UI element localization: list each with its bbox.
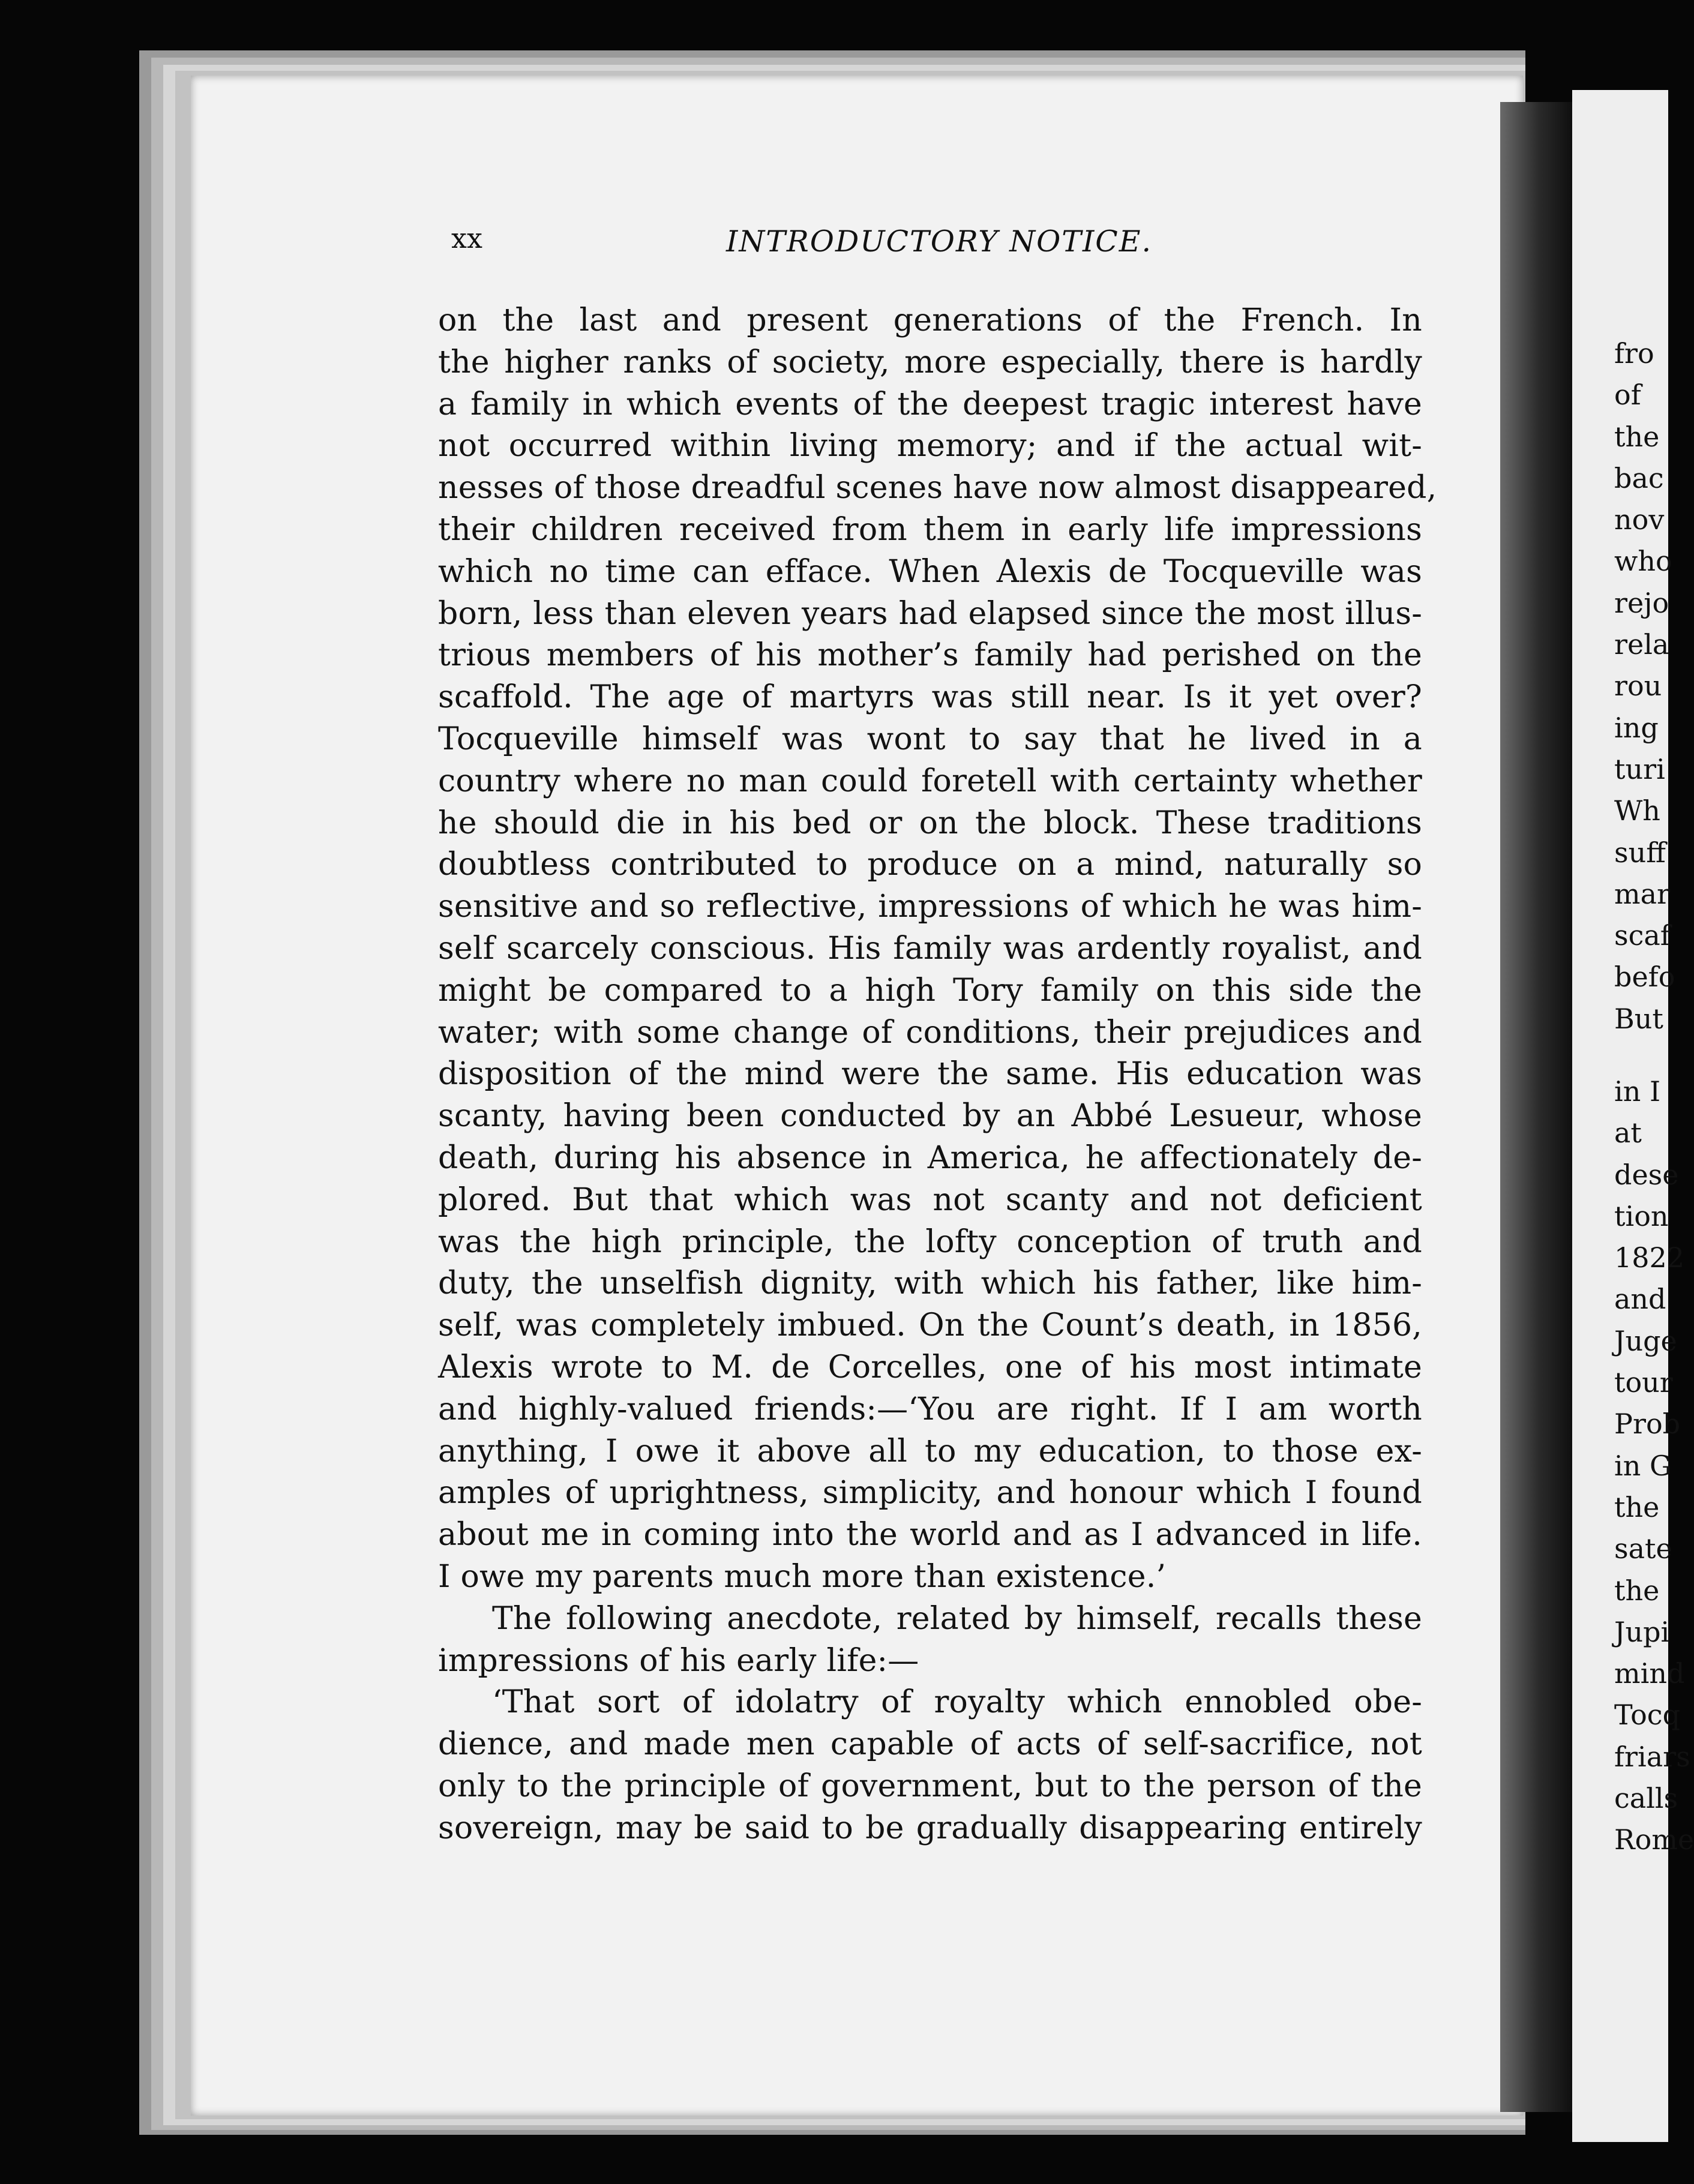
facing-line: turi — [1614, 752, 1665, 785]
text-line: Tocqueville himself was wont to say that he lived in a — [438, 721, 1422, 757]
facing-line: Tocq — [1614, 1699, 1681, 1732]
facing-line: the — [1614, 1490, 1660, 1523]
text-line: self scarcely conscious. His family was ardently royalist, and — [438, 930, 1422, 967]
facing-line: rou — [1614, 670, 1662, 703]
facing-line: scaf — [1614, 919, 1671, 952]
facing-page-text-upper — [1614, 333, 1675, 1040]
text-line: scaffold. The age of martyrs was still near. Is it yet over? — [438, 679, 1422, 716]
text-line: born, less than eleven years had elapsed since the most illus- — [438, 595, 1422, 632]
text-line: duty, the unselfish dignity, with which his father, like him- — [438, 1265, 1422, 1302]
text-line: doubtless contributed to produce on a mind, naturally so — [438, 847, 1422, 883]
text-line: disposition of the mind were the same. His education was — [438, 1056, 1422, 1093]
facing-line: nov — [1614, 503, 1665, 536]
facing-line: the — [1614, 420, 1660, 453]
facing-line: dese — [1614, 1158, 1679, 1191]
facing-line: Prob — [1614, 1408, 1681, 1441]
running-head: INTRODUCTORY NOTICE. — [726, 224, 1153, 259]
facing-line: and — [1614, 1283, 1666, 1316]
facing-line: in I — [1614, 1075, 1661, 1108]
facing-line: sate — [1614, 1532, 1672, 1565]
text-line: which no time can efface. When Alexis de Tocqueville was — [438, 553, 1422, 590]
facing-line: mar — [1614, 877, 1671, 910]
facing-line: ing — [1614, 711, 1659, 744]
text-line: nesses of those dreadful scenes have now almost disappeared, — [438, 470, 1437, 506]
text-line: sensitive and so reflective, impressions of which he was him- — [438, 889, 1422, 925]
facing-line: suff — [1614, 836, 1666, 869]
text-line: he should die in his bed or on the block. These traditions — [438, 805, 1422, 841]
text-line: about me in coming into the world and as I advanced in life. — [438, 1517, 1422, 1553]
text-line: not occurred within living memory; and if the actual wit- — [438, 428, 1422, 464]
quote-start-line: ‘That sort of idolatry of royalty which ennobled obe- — [492, 1684, 1422, 1721]
facing-line: rejo — [1614, 586, 1669, 619]
text-line: trious members of his mother’s family had perished on the — [438, 637, 1422, 674]
facing-page-text-lower — [1614, 1071, 1694, 1861]
text-line: water; with some change of conditions, their prejudices and — [438, 1014, 1422, 1051]
body-text — [438, 300, 1437, 1849]
text-line: only to the principle of government, but to the person of the — [438, 1768, 1422, 1804]
text-line: sovereign, may be said to be gradually disappearing entirely — [438, 1810, 1422, 1846]
page-number: xx — [451, 222, 482, 254]
facing-line: 1822 — [1614, 1241, 1685, 1274]
paragraph-start-line: The following anecdote, related by himself, recalls these — [492, 1600, 1422, 1637]
facing-line: the — [1614, 1574, 1660, 1607]
text-line: their children received from them in early life impressions — [438, 511, 1422, 548]
facing-line: bac — [1614, 461, 1664, 494]
text-line: self, was completely imbued. On the Count’s death, in 1856, — [438, 1307, 1422, 1344]
text-line: I owe my parents much more than existence.’ — [438, 1558, 1167, 1595]
text-line: dience, and made men capable of acts of self-sacrifice, not — [438, 1726, 1422, 1763]
facing-line: Jupi — [1614, 1615, 1670, 1648]
facing-line: tion — [1614, 1199, 1669, 1232]
facing-line: But — [1614, 1002, 1663, 1035]
text-line: death, during his absence in America, he affectionately de- — [438, 1139, 1422, 1176]
facing-line: Juge — [1614, 1324, 1677, 1357]
facing-line: in G — [1614, 1449, 1672, 1482]
text-line: Alexis wrote to M. de Corcelles, one of his most intimate — [438, 1349, 1422, 1385]
facing-line: Rome — [1614, 1823, 1694, 1856]
facing-line: rela — [1614, 628, 1669, 661]
text-line: on the last and present generations of the French. In — [438, 302, 1422, 338]
facing-line: tour — [1614, 1366, 1673, 1399]
text-line: scanty, having been conducted by an Abbé Lesueur, whose — [438, 1098, 1422, 1135]
facing-line: fro — [1614, 337, 1654, 370]
facing-line: at — [1614, 1117, 1642, 1150]
text-line: country where no man could foretell with certainty whether — [438, 763, 1422, 799]
text-line: anything, I owe it above all to my education, to those ex- — [438, 1433, 1422, 1469]
facing-line: calls — [1614, 1782, 1678, 1815]
text-line: a family in which events of the deepest tragic interest have — [438, 386, 1422, 422]
facing-line: friars — [1614, 1740, 1690, 1773]
text-line: impressions of his early life:— — [438, 1642, 919, 1679]
text-line: the higher ranks of society, more especially, there is hardly — [438, 344, 1422, 380]
book-gutter — [1500, 102, 1578, 2112]
facing-line: of — [1614, 379, 1641, 412]
text-line: plored. But that which was not scanty and not deficient — [438, 1181, 1422, 1218]
text-line: amples of uprightness, simplicity, and honour which I found — [438, 1475, 1422, 1511]
text-line: was the high principle, the lofty conception of truth and — [438, 1223, 1422, 1260]
facing-line: befo — [1614, 961, 1675, 994]
facing-line: who — [1614, 545, 1672, 578]
text-line: and highly-valued friends:—‘You are right. If I am worth — [438, 1391, 1422, 1427]
facing-line: Wh — [1614, 794, 1660, 827]
text-line: might be compared to a high Tory family on this side the — [438, 972, 1422, 1009]
facing-line: mind — [1614, 1657, 1685, 1690]
